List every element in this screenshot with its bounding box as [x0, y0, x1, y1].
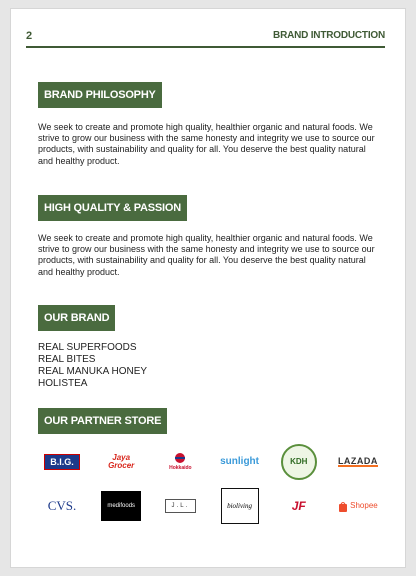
- jl-logo: J.L.: [158, 490, 202, 522]
- section-heading-partner-store: OUR PARTNER STORE: [38, 408, 167, 434]
- page-number: 2: [26, 30, 33, 42]
- sunlight-logo: sunlight: [220, 456, 259, 467]
- partner-logo-row-1: [40, 446, 380, 478]
- big-logo: B.I.G.: [40, 446, 84, 478]
- brand-item: REAL BITES: [38, 354, 96, 365]
- bioliving-logo: bioliving: [218, 490, 262, 522]
- medifoods-logo: medifoods: [99, 490, 143, 522]
- hokkaido-logo: Hokkaido: [158, 446, 202, 478]
- brand-list: [38, 342, 338, 390]
- lazada-logo: LAZADA: [337, 456, 378, 466]
- section-heading-brand-philosophy: BRAND PHILOSOPHY: [38, 82, 162, 108]
- brand-item: HOLISTEA: [38, 378, 88, 389]
- partner-logo-row-2: [40, 490, 380, 522]
- brand-item: REAL MANUKA HONEY: [38, 366, 148, 377]
- cvs-logo: CVS.: [47, 498, 77, 513]
- section-heading-our-brand: OUR BRAND: [38, 305, 115, 331]
- section-heading-high-quality: HIGH QUALITY & PASSION: [38, 195, 187, 221]
- brand-philosophy-text: We seek to create and promote high quality, healthier organic and natural foods. We strive to grow our business with the same honesty and integrity we use to source our products, with sustainability and quality for all. You deserve the best quality natural and healthy product.: [38, 122, 375, 166]
- page-header: [26, 26, 385, 48]
- header-title: BRAND INTRODUCTION: [273, 30, 385, 41]
- kdh-logo: KDH: [277, 446, 321, 478]
- shopee-logo: Shopee: [336, 490, 380, 522]
- jf-logo: JF: [291, 499, 306, 513]
- high-quality-text: We seek to create and promote high quality, healthier organic and natural foods. We strive to grow our business with the same honesty and integrity we use to source our products, with sustainability and quality for all. You deserve the best quality natural and healthy product.: [38, 233, 375, 277]
- brand-item: REAL SUPERFOODS: [38, 342, 137, 353]
- jaya-grocer-logo: Jaya Grocer: [108, 453, 135, 470]
- hokkaido-mark-icon: [172, 452, 188, 464]
- shopee-bag-icon: [338, 501, 348, 512]
